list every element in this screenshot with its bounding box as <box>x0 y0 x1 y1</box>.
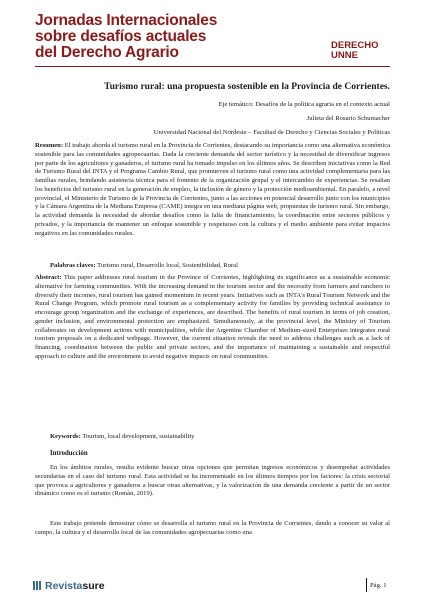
page-number: Pág. 1 <box>370 582 387 589</box>
abstract-label: Abstract: <box>35 274 62 281</box>
header-divider <box>35 66 390 67</box>
journal-title-line: Jornadas Internacionales <box>35 12 218 29</box>
affiliation: Universidad Nacional del Nordeste – Facultad de Derecho y Ciencias Sociales y Políticas <box>153 129 390 136</box>
logo-text: Revista <box>45 580 83 592</box>
paper-title: Turismo rural: una propuesta sostenible en la Provincia de Corrientes. <box>104 82 390 92</box>
journal-title-line: del Derecho Agrario <box>35 44 179 61</box>
keywords <box>50 433 194 440</box>
intro-heading: Introducción <box>50 450 88 457</box>
intro-paragraph: En los ámbitos rurales, resulta evidente buscar otras opciones que permitan ingresos económicos y desempeñar actividades secundarias en el caso del turismo rural. Esta actividad se ha incrementado en los últimos tiempos por los factores: la crisis sectorial que provoca a agricultores y ganaderos a buscar otras alternativas, y la valorización de una demanda creciente a partir de un sector dinámico como es el turismo (Román, 2019). <box>35 464 390 498</box>
author-name: Julieta del Rosario Schumacher <box>306 115 390 122</box>
keywords-label: Keywords: <box>50 433 81 440</box>
journal-title <box>35 13 285 61</box>
palabras-label: Palabras claves: <box>50 262 96 269</box>
faculty-badge <box>331 41 379 61</box>
journal-logo <box>33 580 105 592</box>
badge-line: DERECHO <box>331 40 379 51</box>
logo-accent: sure <box>82 580 105 592</box>
palabras-claves <box>50 262 238 269</box>
thematic-axis: Eje temático: Desafíos de la política agraria en el contexto actual <box>218 101 390 108</box>
abstract-text: This paper addresses rural tourism in the Province of Corrientes, highlighting its significance as a sustainable economic alternative for farming communities. With the increasing demand in the tourism sector and the necessity from farmers and ranchers to diversify their incomes, rural tourism has gained momentum in recent years. Initiatives such as INTA's Rural Tourism Network and the Rural Change Program, which promote rural tourism as a complementary activity for families by providing technical assistance to encourage group organization and the exchange of experiences, are described. The benefits of rural tourism in terms of job creation, gender inclusion, and environmental protection are emphasized. Simultaneously, at the provincial level, the Ministry of Tourism collaborates on development actions with municipalities, while the Argentine Chamber of Medium-sized Enterprises integrates rural tourism proposals on a dedicated webpage. However, the current situation reveals the need to address challenges such as a lack of financing, coordination between the public and private sectors, and the importance of maintaining a sustainable and respectful approach to culture and the environment to avoid negative impacts on rural communities. <box>35 274 390 360</box>
resumen-text: El trabajo aborda el turismo rural en la Provincia de Corrientes, destacando su importancia como una alternativa económica sostenible para las comunidades agropecuarias. Dada la creciente demanda del sector turístico y la necesidad de diversificar ingresos por parte de los agricultores y ganaderos, el turismo rural ha tomado impulso en los últimos años. Se describen iniciativas como la Red de Turismo Rural del INTA y el Programa Cambio Rural, que promueven el turismo rural como una actividad complementaria para las familias rurales, brindando asistencia técnica para el fomento de la organización grupal y el intercambio de experiencias. Se resaltan los beneficios del turismo rural en la generación de empleo, la inclusión de género y la protección medioambiental. En paralelo, a nivel provincial, el Ministerio de Turismo de la Provincia de Corrientes, junto a las acciones en potencial desarrollo junto con los municipios y la Cámara Argentina de la Mediana Empresa (CAME) integra en una mediana página web, propuestas de turismo rural. Sin embargo, la actividad demanda la necesidad de abordar desafíos como la falta de financiamiento, la coordinación entre sectores públicos y privados, y la importancia de mantener un enfoque sostenible y respetuoso con la cultura y el medio ambiente para evitar impactos negativos en las comunidades rurales. <box>35 142 391 237</box>
page-number-divider <box>366 578 367 592</box>
abstract-spanish <box>35 142 390 238</box>
abstract-english <box>35 274 390 362</box>
keywords-text: Tourism, local development, sustainability <box>82 433 195 440</box>
badge-line: UNNE <box>331 50 358 61</box>
intro-paragraph: Este trabajo pretende demostrar cómo se desarrolla el turismo rural en la Provincia de Corrientes, dando a conocer su valor al campo, la cultura y el desarrollo local de las comunidades agropecuarias como una <box>35 520 390 536</box>
resumen-label: Resumen: <box>35 142 64 149</box>
palabras-text: Turismo rural, Desarrollo local, Sostenibilidad, Rural <box>97 262 238 269</box>
logo-mark-icon <box>33 581 42 590</box>
journal-title-line: sobre desafíos actuales <box>35 28 207 45</box>
